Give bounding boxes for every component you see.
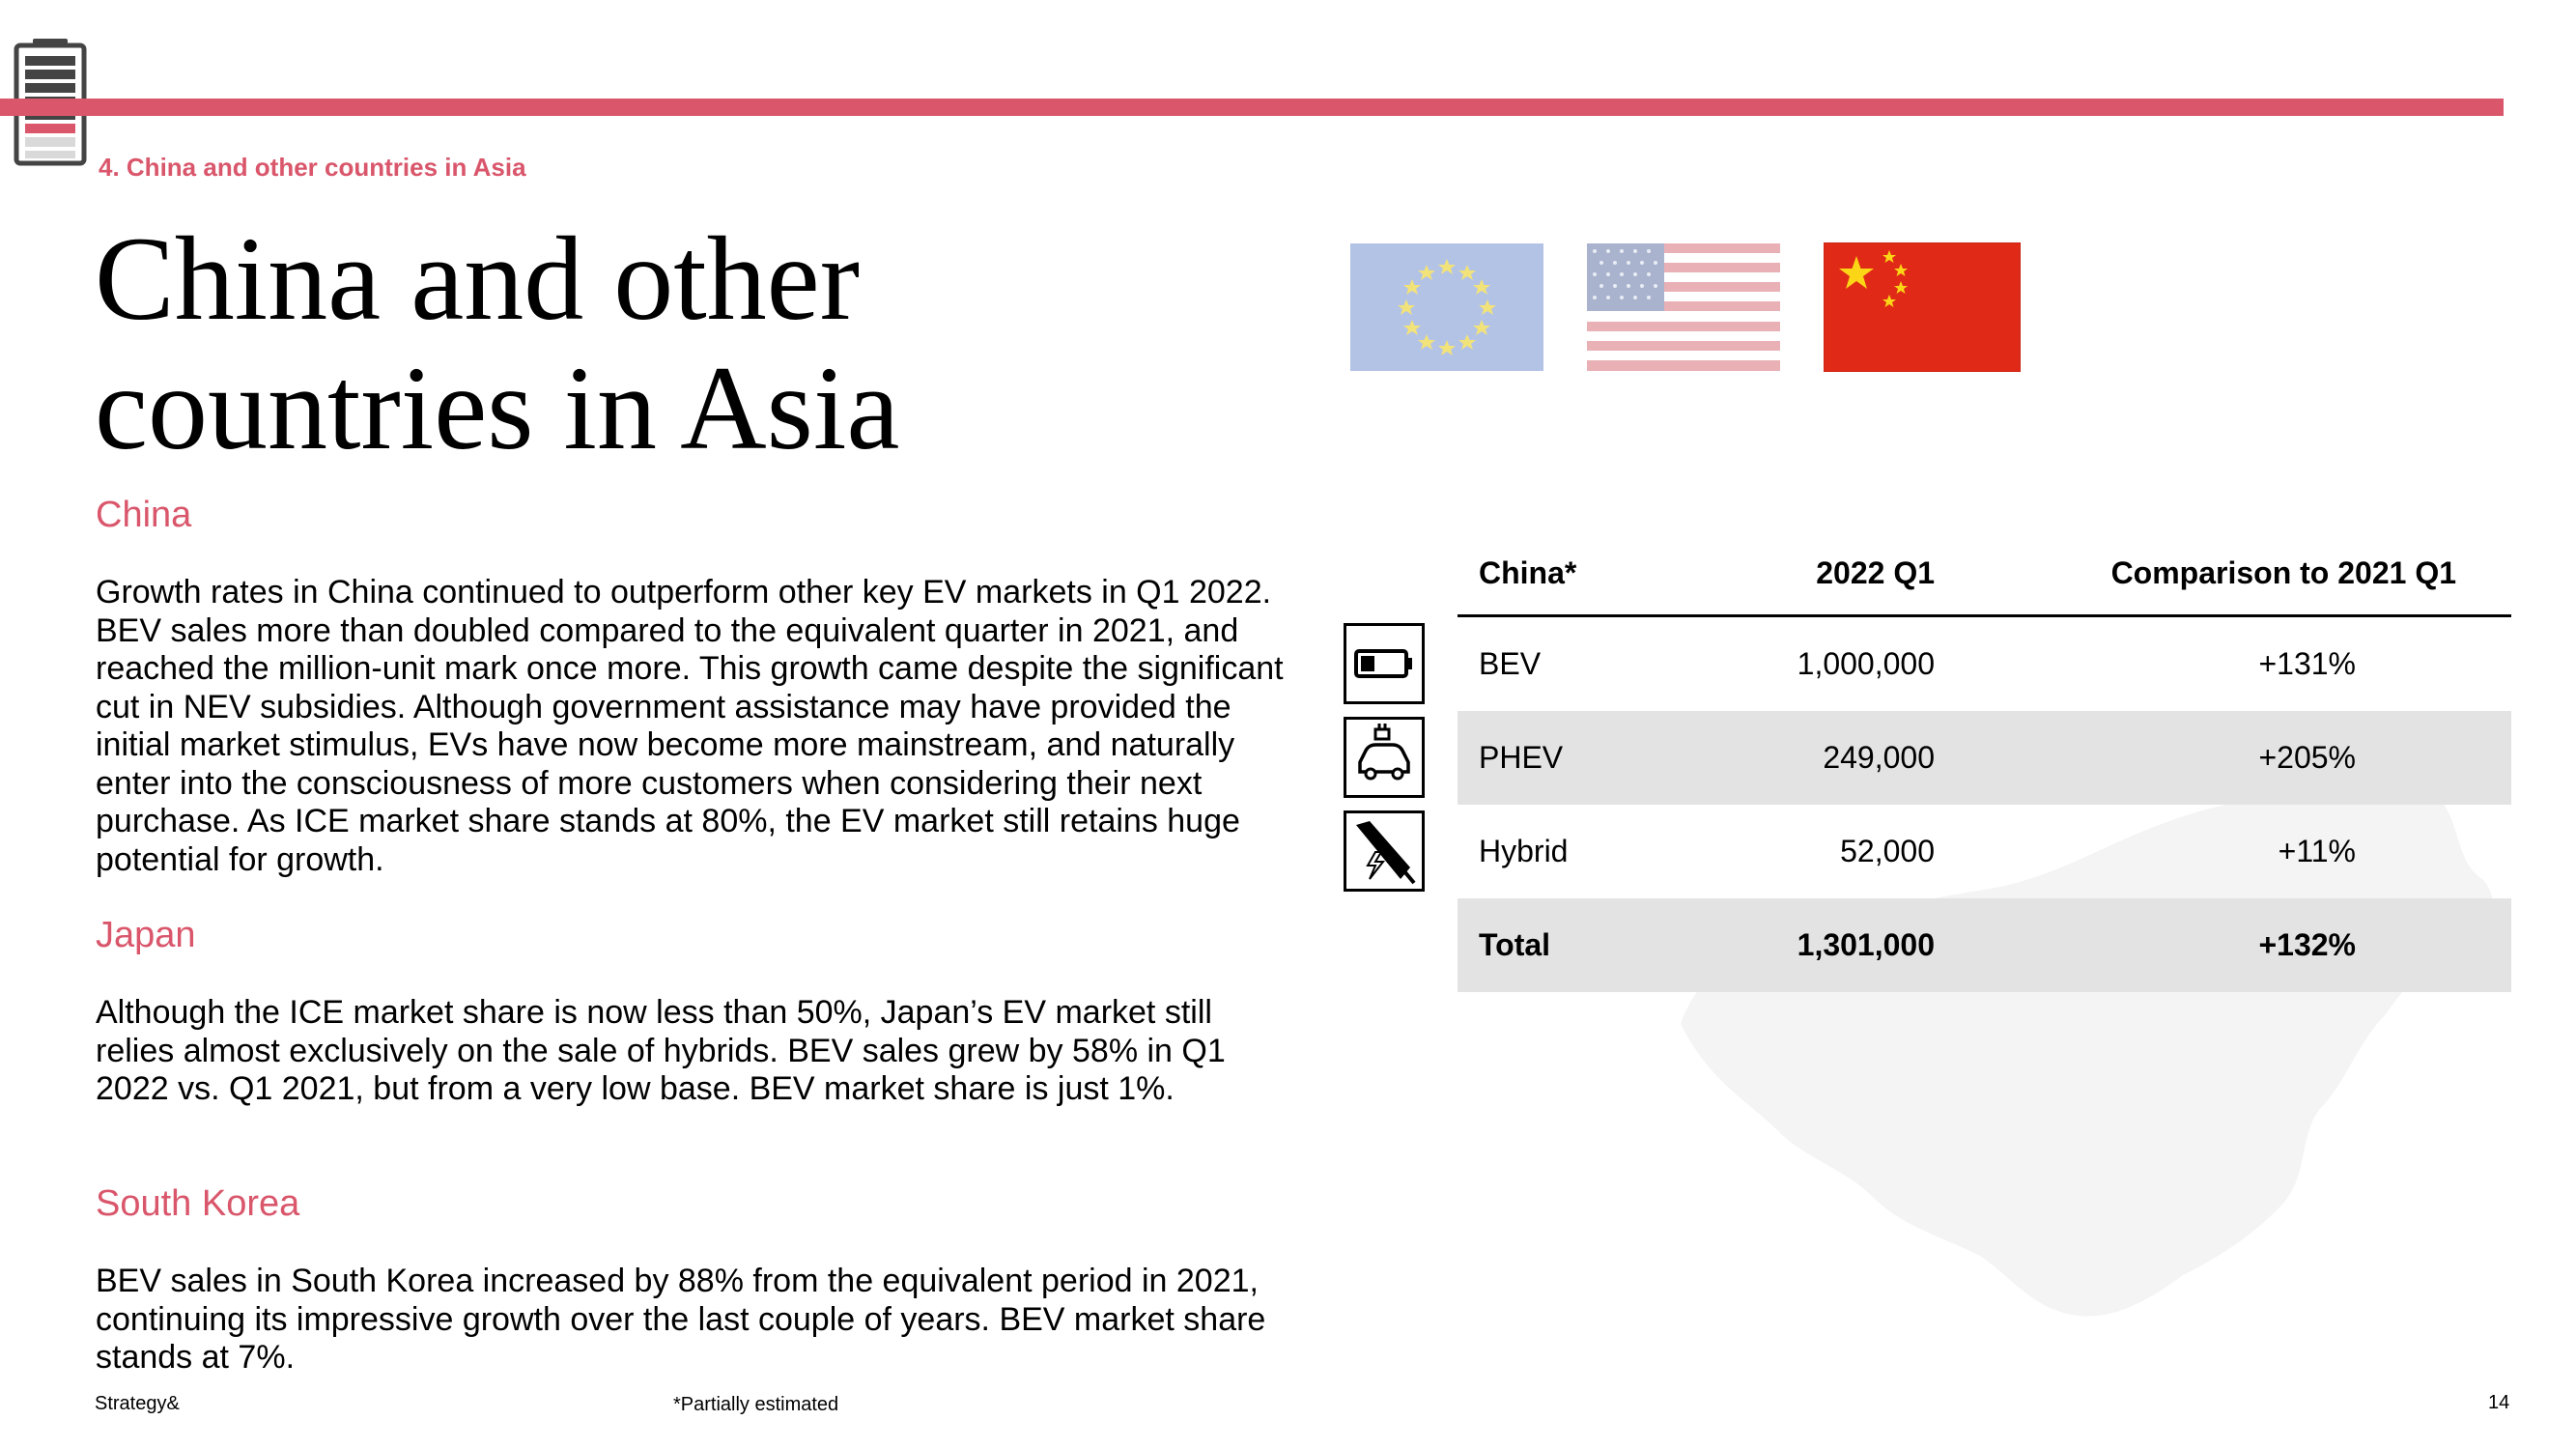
china-heading: China bbox=[96, 495, 192, 535]
row-value: 1,301,000 bbox=[1797, 927, 1935, 962]
table-row-total bbox=[1458, 898, 2511, 992]
us-flag-icon bbox=[1587, 243, 1780, 371]
battery-icon bbox=[1344, 623, 1425, 704]
page-title-line-2: countries in Asia bbox=[95, 342, 900, 474]
header-accent-bar bbox=[0, 99, 2504, 116]
row-change: +11% bbox=[2278, 834, 2356, 868]
row-label: Hybrid bbox=[1479, 834, 1569, 868]
row-label: PHEV bbox=[1479, 740, 1564, 775]
fuel-pump-charge-icon bbox=[1344, 810, 1425, 892]
china-ev-sales-table bbox=[1458, 531, 2511, 992]
table-row-bev bbox=[1458, 617, 2511, 711]
plug-in-car-icon bbox=[1344, 717, 1425, 798]
section-label: 4. China and other countries in Asia bbox=[99, 153, 526, 182]
footnote: *Partially estimated bbox=[673, 1394, 839, 1415]
footer-brand: Strategy& bbox=[95, 1393, 180, 1414]
south-korea-heading: South Korea bbox=[96, 1183, 300, 1224]
south-korea-paragraph: BEV sales in South Korea increased by 88% from the equivalent period in 2021, continuing its impressive growth over the last couple of years. BEV market share stands at 7%. bbox=[96, 1263, 1266, 1376]
row-label: Total bbox=[1479, 927, 1551, 962]
table-header-comparison: Comparison to 2021 Q1 bbox=[2110, 554, 2456, 590]
japan-heading: Japan bbox=[96, 915, 196, 955]
row-value: 249,000 bbox=[1823, 740, 1935, 775]
page-number: 14 bbox=[2488, 1392, 2510, 1413]
row-change: +131% bbox=[2258, 646, 2356, 681]
table-header-2022-q1: 2022 Q1 bbox=[1816, 554, 1935, 590]
table-header-region: China* bbox=[1479, 554, 1577, 590]
row-value: 1,000,000 bbox=[1797, 646, 1935, 681]
china-paragraph: Growth rates in China continued to outperform other key EV markets in Q1 2022. BEV sales more than doubled compared to the equivalent quarter in 2021, and reached the million-unit mark once more. This growth came despite the significant cut in NEV subsidies. Although government assistance may have provided the initial market stimulus, EVs have now become more mainstream, and naturally enter into the consciousness of more customers when considering their next purchase. As ICE market share stands at 80%, the EV market still retains huge potential for growth. bbox=[96, 574, 1284, 878]
eu-flag-icon bbox=[1350, 243, 1543, 371]
table-row-hybrid bbox=[1458, 805, 2511, 898]
china-flag-icon bbox=[1824, 242, 2021, 372]
table-row-phev bbox=[1458, 711, 2511, 805]
table-header-row bbox=[1458, 531, 2511, 617]
page-title-line-1: China and other bbox=[95, 213, 861, 345]
row-change: +132% bbox=[2258, 927, 2356, 962]
row-change: +205% bbox=[2258, 740, 2356, 775]
japan-paragraph: Although the ICE market share is now less than 50%, Japan’s EV market still relies almost exclusively on the sale of hybrids. BEV sales grew by 58% in Q1 2022 vs. Q1 2021, but from a very low base. BEV market share is just 1%. bbox=[96, 994, 1226, 1107]
row-label: BEV bbox=[1479, 646, 1542, 681]
page-title bbox=[95, 214, 1254, 473]
row-value: 52,000 bbox=[1840, 834, 1935, 868]
